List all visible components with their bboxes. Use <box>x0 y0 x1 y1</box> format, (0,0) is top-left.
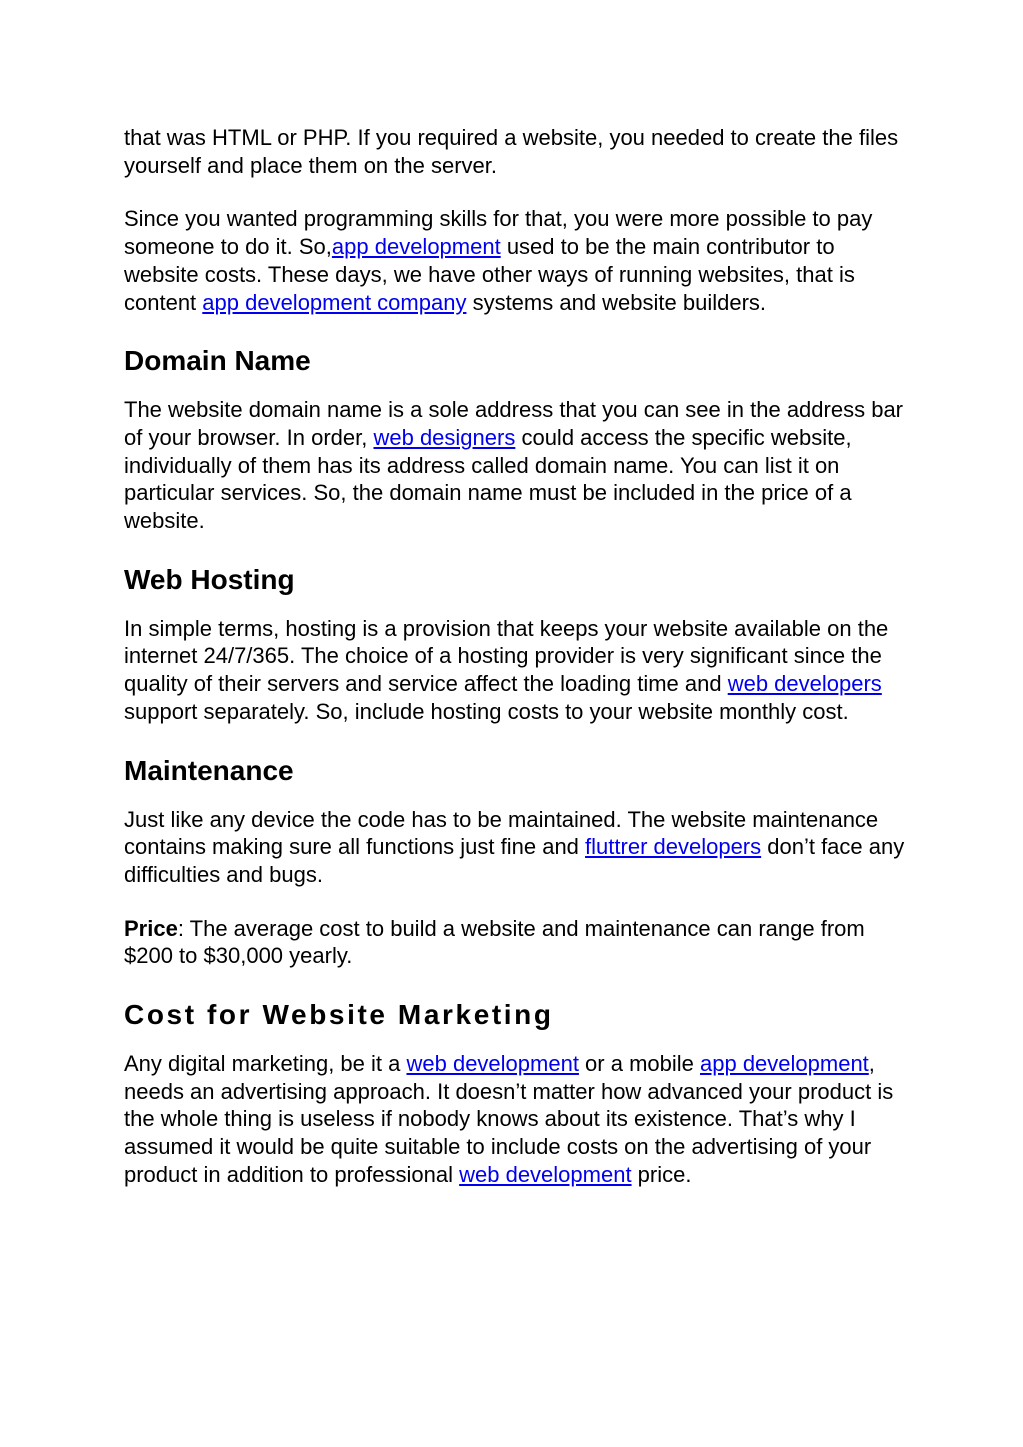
web-developers-link[interactable]: web developers <box>727 671 882 697</box>
website-marketing-paragraph: Any digital marketing, be it a web development or a mobile app development, needs an advertising approach. It doesn’t matter how advanced your product is the whole thing is useless if nobody knows about its existence. That’s why I assumed it would be quite suitable to include costs on the advertising of your product in addition to professional web development price. <box>124 1051 894 1187</box>
app-development-link[interactable]: app development <box>331 234 501 260</box>
app-development-company-link[interactable]: app development company <box>202 289 467 315</box>
domain-name-heading: Domain Name <box>124 345 311 377</box>
app-development-link-2[interactable]: app development <box>700 1051 869 1077</box>
website-marketing-heading: Cost for Website Marketing <box>124 999 554 1031</box>
price-paragraph: Price: The average cost to build a website and maintenance can range from $200 to $30,000 yearly. <box>124 915 865 969</box>
price-label: Price <box>124 915 178 941</box>
fluttrer-developers-link[interactable]: fluttrer developers <box>585 834 762 860</box>
web-development-link-1[interactable]: web development <box>406 1051 579 1077</box>
web-development-link-2[interactable]: web development <box>459 1161 632 1187</box>
web-hosting-paragraph: In simple terms, hosting is a provision that keeps your website available on the internet 24/7/365. The choice of a hosting provider is very significant since the quality of their servers and service affect the loading time and web developers support separately. So, include hosting costs to your website monthly cost. <box>124 615 889 724</box>
maintenance-heading: Maintenance <box>124 754 294 786</box>
web-designers-link[interactable]: web designers <box>373 424 516 450</box>
domain-name-paragraph: The website domain name is a sole address that you can see in the address bar of your browser. In order, web designers could access the specific website, individually of them has its address called domain name. You can list it on particular services. So, the domain name must be included in the price of a website. <box>124 397 904 534</box>
maintenance-paragraph: Just like any device the code has to be maintained. The website maintenance contains making sure all functions just fine and fluttrer developers don’t face any difficulties and bugs. <box>124 806 905 887</box>
intro-paragraph-2: Since you wanted programming skills for that, you were more possible to pay someone to do it. So,app development used to be the main contributor to website costs. These days, we have other ways of running websites, that is content app development company systems and website builders. <box>124 206 873 315</box>
web-hosting-heading: Web Hosting <box>124 563 295 595</box>
document-page <box>124 124 914 1189</box>
intro-paragraph-1: that was HTML or PHP. If you required a website, you needed to create the files yourself and place them on the server. <box>124 125 899 178</box>
